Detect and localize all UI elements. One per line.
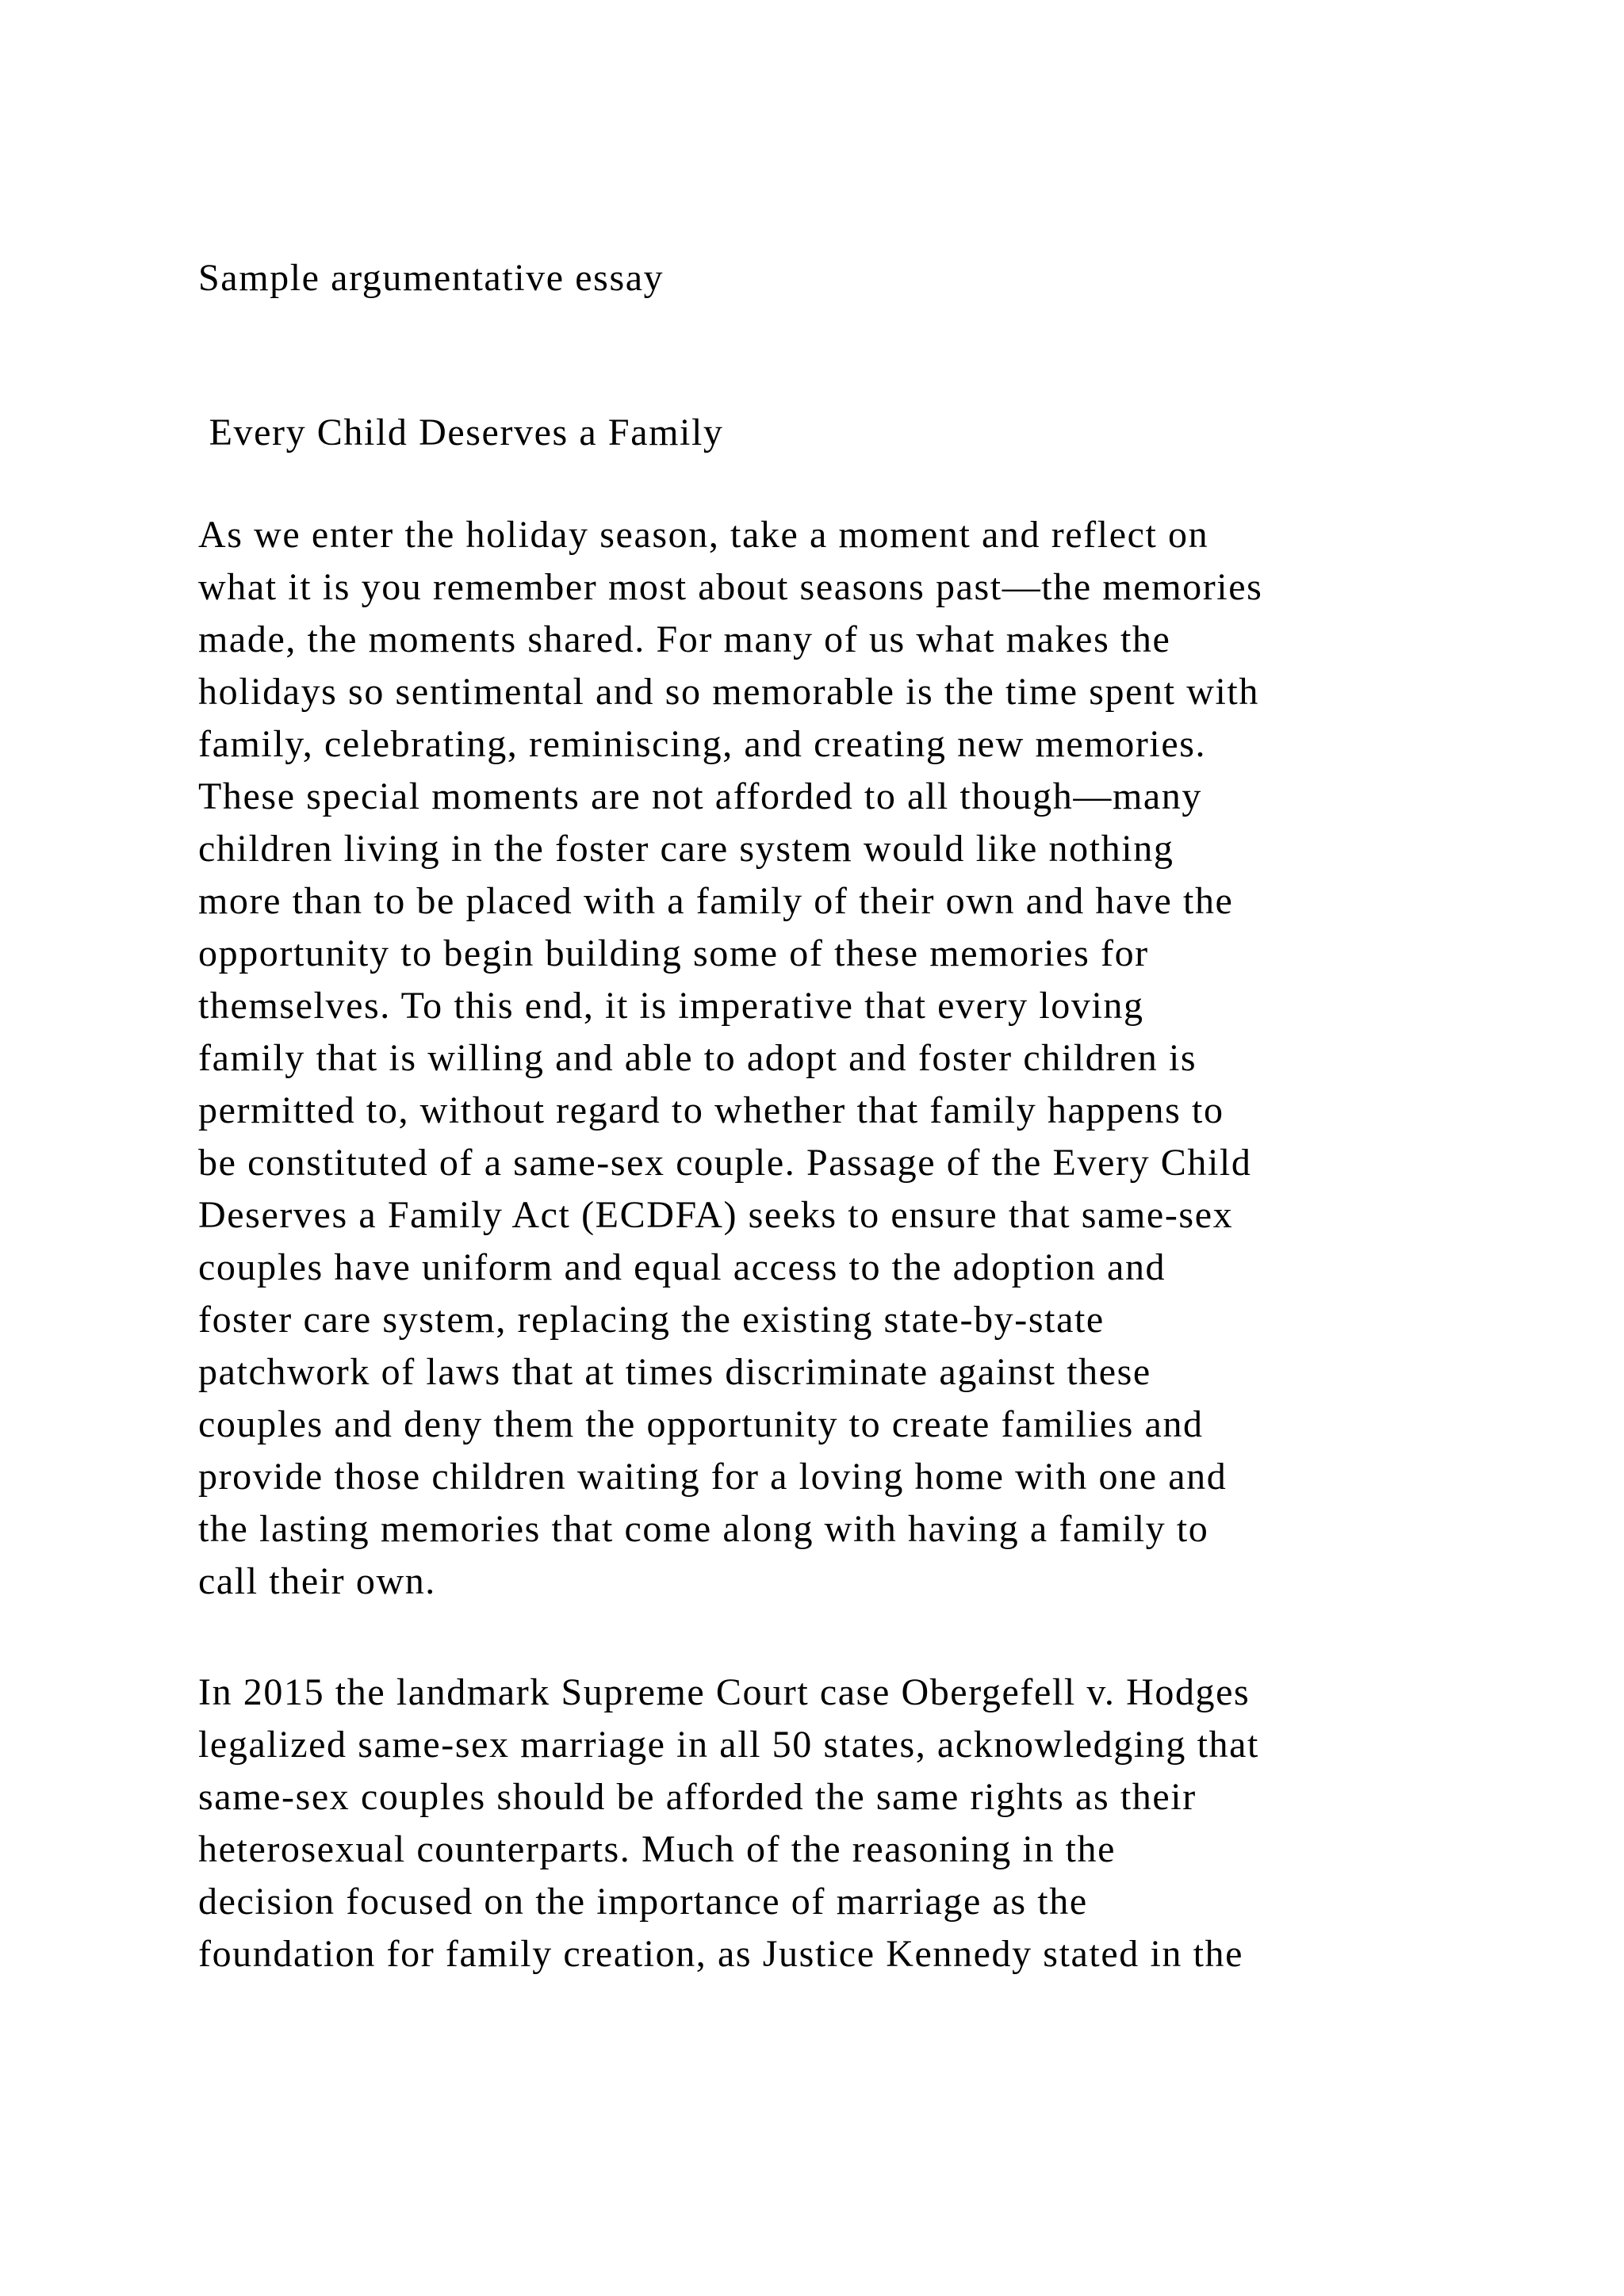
paragraph-line: themselves. To this end, it is imperative that every loving xyxy=(198,985,1144,1027)
paragraph-line: foundation for family creation, as Justice Kennedy stated in the xyxy=(198,1933,1244,1975)
paragraph-1 xyxy=(198,509,1262,1608)
paragraph-line: children living in the foster care system would like nothing xyxy=(198,828,1174,870)
paragraph-line: be constituted of a same-sex couple. Passage of the Every Child xyxy=(198,1142,1252,1184)
paragraph-line: same-sex couples should be afforded the same rights as their xyxy=(198,1776,1197,1818)
paragraph-line: legalized same-sex marriage in all 50 states, acknowledging that xyxy=(198,1724,1259,1766)
paragraph-line: holidays so sentimental and so memorable is the time spent with xyxy=(198,671,1259,713)
paragraph-line: family, celebrating, reminiscing, and creating new memories. xyxy=(198,723,1207,765)
paragraph-line: couples and deny them the opportunity to create families and xyxy=(198,1403,1204,1445)
paragraph-line: provide those children waiting for a loving home with one and xyxy=(198,1456,1228,1498)
document-label: Sample argumentative essay xyxy=(198,257,665,299)
paragraph-line: made, the moments shared. For many of us what makes the xyxy=(198,618,1171,660)
paragraph-line: permitted to, without regard to whether that family happens to xyxy=(198,1089,1224,1131)
paragraph-line: decision focused on the importance of marriage as the xyxy=(198,1881,1088,1923)
paragraph-line: foster care system, replacing the existing state-by-state xyxy=(198,1299,1105,1341)
paragraph-line: the lasting memories that come along with having a family to xyxy=(198,1508,1209,1550)
paragraph-line: In 2015 the landmark Supreme Court case Obergefell v. Hodges xyxy=(198,1671,1251,1713)
paragraph-line: patchwork of laws that at times discriminate against these xyxy=(198,1351,1151,1393)
paragraph-2 xyxy=(198,1667,1259,1980)
paragraph-line: more than to be placed with a family of their own and have the xyxy=(198,880,1234,922)
essay-title: Every Child Deserves a Family xyxy=(198,411,724,453)
paragraph-line: what it is you remember most about seasons past—the memories xyxy=(198,566,1263,608)
paragraph-line: Deserves a Family Act (ECDFA) seeks to ensure that same-sex xyxy=(198,1194,1234,1236)
paragraph-line: heterosexual counterparts. Much of the reasoning in the xyxy=(198,1828,1116,1870)
paragraph-line: opportunity to begin building some of these memories for xyxy=(198,932,1149,974)
paragraph-line: couples have uniform and equal access to the adoption and xyxy=(198,1246,1166,1288)
paragraph-line: family that is willing and able to adopt and foster children is xyxy=(198,1037,1197,1079)
paragraph-line: These special moments are not afforded to all though—many xyxy=(198,775,1202,817)
paragraph-line: call their own. xyxy=(198,1560,436,1602)
paragraph-line: As we enter the holiday season, take a moment and reflect on xyxy=(198,514,1209,556)
